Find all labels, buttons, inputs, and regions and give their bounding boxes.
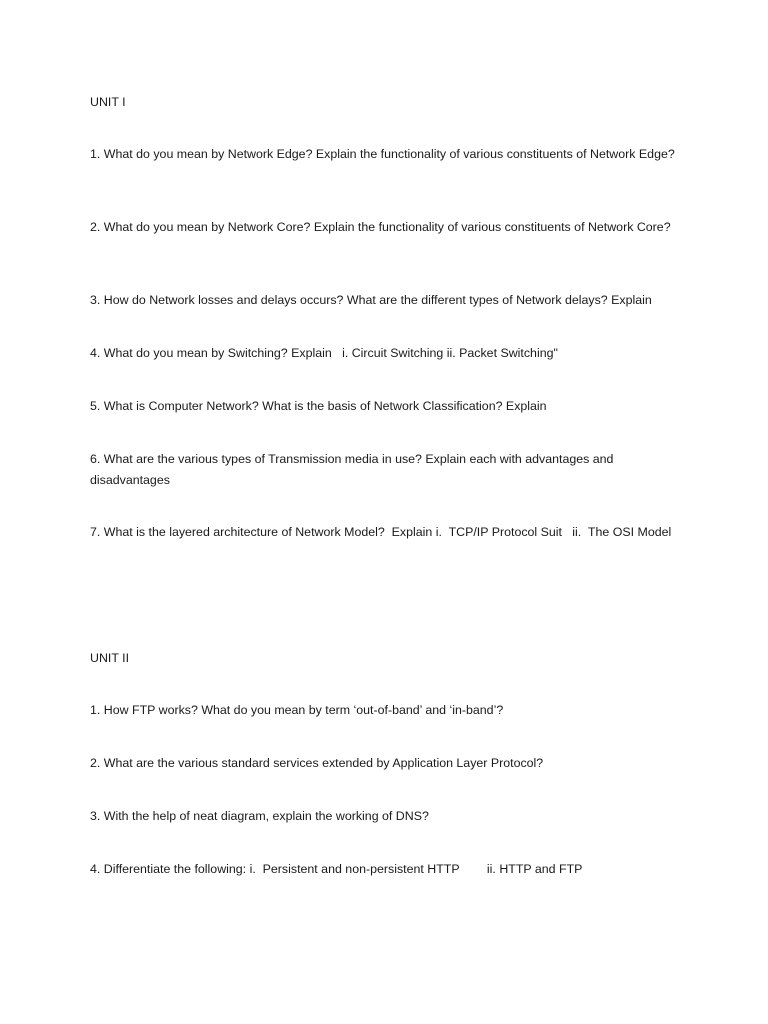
unit-2-question-3: 3. With the help of neat diagram, explain the working of DNS? [90,809,429,823]
unit-2-heading: UNIT II [90,651,130,665]
unit-1-question-3: 3. How do Network losses and delays occurs? What are the different types of Network delays? Explain [90,293,652,307]
unit-1-question-5: 5. What is Computer Network? What is the basis of Network Classification? Explain [90,399,547,413]
unit-1-question-2: 2. What do you mean by Network Core? Explain the functionality of various constituents of Network Core? [90,220,671,234]
unit-1-question-1: 1. What do you mean by Network Edge? Explain the functionality of various constituents of Network Edge? [90,147,675,161]
unit-2-question-1: 1. How FTP works? What do you mean by term ‘out-of-band’ and ‘in-band’? [90,703,504,717]
unit-1-heading: UNIT I [90,95,126,109]
unit-1-question-7: 7. What is the layered architecture of Network Model? Explain i. TCP/IP Protocol Suit ii. The OSI Model [90,525,672,539]
unit-1-question-6: 6. What are the various types of Transmission media in use? Explain each with advantages and disadvantages [90,452,617,487]
unit-2-question-2: 2. What are the various standard services extended by Application Layer Protocol? [90,756,544,770]
unit-2-question-4: 4. Differentiate the following: i. Persistent and non-persistent HTTP ii. HTTP and FTP [90,862,583,876]
unit-1-question-4: 4. What do you mean by Switching? Explain i. Circuit Switching ii. Packet Switching" [90,346,558,360]
